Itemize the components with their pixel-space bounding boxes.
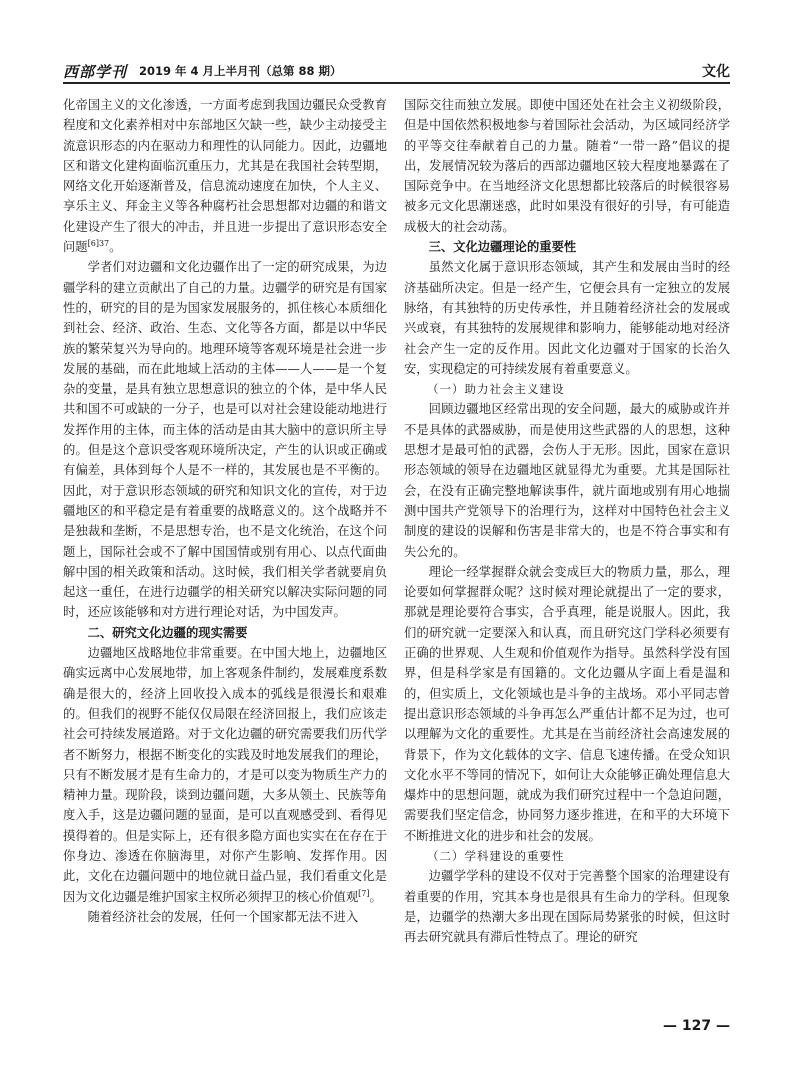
paragraph: 回顾边疆地区经常出现的安全问题，最大的威胁或许并不是具体的武器威胁，而是使用这些武器的人的思想，这种思想才是最可怕的武器，会伤人于无形。因此，国家在意识形态领域的领导在边疆地区就显得尤为重要。尤其是国际社会，在没有正确完整地解读事件，就片面地或别有用心地揣测中国共产党领导下的治理行为，这样对中国特色社会主义制度的建设的误解和伤害是非常大的，也是不符合事实和有失公允的。	[404, 402, 730, 559]
running-header	[63, 58, 730, 82]
left-column	[63, 95, 387, 927]
paragraph: 学者们对边疆和文化边疆作出了一定的研究成果，为边疆学科的建立贡献出了自己的力量。边疆学的研究是有国家性的，研究的目的是为国家发展服务的，抓住核心本质细化到社会、经济、政治、生态、文化等各方面，都是以中华民族的繁荣复兴为导向的。地理环境等客观环境是社会进一步发展的基础，而在此地域上活动的主体——人——是一个复杂的变量，是具有独立思想意识的独立的个体，是中华人民共和国不可或缺的一分子，也是可以对社会建设能动地进行发挥作用的主体，而主体的活动是由其大脑中的意识所主导的。但是这个意识受客观环境所决定，产生的认识或正确或有偏差，具体到每个人是不一样的，其发展也是不平衡的。因此，对于意识形态领域的研究和知识文化的宣传，对于边疆地区的和平稳定是有着重要的战略意义的。这个战略并不是独裁和垄断，不是思想专治，也不是文化统治，在这个问题上，国际社会或不了解中国国情或别有用心、以点代面曲解中国的相关政策和活动。这时候，我们相关学者就要肩负起这一重任，在进行边疆学的相关研究以解决实际问题的同时，还应该能够和对方进行理论对话，为中国发声。	[63, 260, 387, 620]
right-column	[404, 95, 730, 947]
section-label: 文化	[702, 64, 730, 80]
paragraph: 边疆学学科的建设不仅对于完善整个国家的治理建设有着重要的作用，究其本身也是很具有生命力的学科。但现象是，边疆学的热潮大多出现在国际局势紧张的时候，但这时再去研究就具有滞后性特点了。理论的研究	[404, 869, 730, 945]
paragraph: 边疆地区战略地位非常重要。在中国大地上，边疆地区确实远离中心发展地带，加上客观条件制约，发展难度系数确是很大的，经济上回收投入成本的弧线是很漫长和艰难的。但我们的视野不能仅仅局限在经济回报上，我们应该走社会可持续发展道路。对于文化边疆的研究需要我们历代学者不断努力，根据不断变化的实践及时地发展我们的理论，只有不断发展才是有生命力的，才是可以变为物质生产力的精神力量。现阶段，谈到边疆问题，大多从领土、民族等角度入手，这是边疆问题的显面，是可以直观感受到、看得见摸得着的。但是实际上，还有很多隐方面也实实在在存在于你身边、渗透在你脑海里，对你产生影响、发挥作用。因此，文化在边疆问题中的地位就日益凸显，我们看重文化是因为文化边疆是维护国家主权所必须捍卫的核心价值观[7]。	[63, 646, 387, 904]
citation-ref: [7]	[358, 888, 370, 898]
subsection-heading: （二）学科建设的重要性	[427, 848, 565, 863]
section-heading: 二、研究文化边疆的现实需要	[87, 625, 248, 640]
section-heading: 三、文化边疆理论的重要性	[428, 240, 577, 255]
page-number: — 127 —	[663, 1018, 730, 1034]
paragraph: 随着经济社会的发展，任何一个国家都无法不进入	[87, 909, 359, 924]
header-rule	[63, 82, 730, 84]
citation-ref: [6]37	[87, 238, 110, 248]
paragraph: 理论一经掌握群众就会变成巨大的物质力量，那么，理论要如何掌握群众呢？这时候对理论就提出了一定的要求，那就是理论要符合事实，合乎真理，能是说服人。因此，我们的研究就一定要深入和认真，而且研究这门学科必须要有正确的世界观、人生观和价值观作为指导。虽然科学没有国界，但是科学家是有国籍的。文化边疆从字面上看是温和的，但实质上，文化领域也是斗争的主战场。邓小平同志曾提出意识形态领域的斗争再怎么严重估计都不足为过，也可以理解为文化的重要性。尤其是在当前经济社会高速发展的背景下，作为文化载体的文字、信息飞速传播。在受众知识文化水平不等同的情况下，如何让大众能够正确处理信息大爆炸中的思想问题，就成为我们研究过程中一个急迫问题，需要我们坚定信念，协同努力逐步推进，在和平的大环境下不断推进文化的进步和社会的发展。	[404, 564, 730, 843]
paragraph: 国际交往而独立发展。即使中国还处在社会主义初级阶段，但是中国依然积极地参与着国际社会活动，为区域同经济学的平等交往奉献着自己的力量。随着“一带一路”倡议的提出，发展情况较为落后的西部边疆地区较大程度地暴露在了国际竞争中。在当地经济文化思想都比较落后的时候很容易被多元文化思潮迷惑，此时如果没有很好的引导，有可能造成极大的社会动荡。	[404, 98, 730, 234]
issue-info: 2019 年 4 月上半月刊（总第 88 期）	[139, 64, 342, 78]
journal-name: 西部学刊	[63, 63, 128, 81]
paragraph: 化帝国主义的文化渗透，一方面考虑到我国边疆民众受教育程度和文化素养相对中东部地区欠缺一些，缺少主动接受主流意识形态的内在驱动力和理性的认同能力。因此，边疆地区和谐文化建构面临沉重压力，尤其是在我国社会转型期，网络文化开始逐渐普及，信息流动速度在加快，个人主义、享乐主义、拜金主义等各种腐朽社会思想都对边疆的和谐文化建设产生了很大的冲击，并且进一步提出了意识形态安全问题$^{[6]37}$。	[63, 98, 387, 255]
paragraph: 虽然文化属于意识形态领域，其产生和发展由当时的经济基础所决定。但是一经产生，它便会具有一定独立的发展脉络，有其独特的历史传承性，并且随着经济社会的发展或兴或衰，有其独特的发展规律和影响力，能够能动地对经济社会产生一定的反作用。因此文化边疆对于国家的长治久安，实现稳定的可持续发展有着重要意义。	[404, 260, 730, 376]
subsection-heading: （一）助力社会主义建设	[427, 382, 565, 397]
